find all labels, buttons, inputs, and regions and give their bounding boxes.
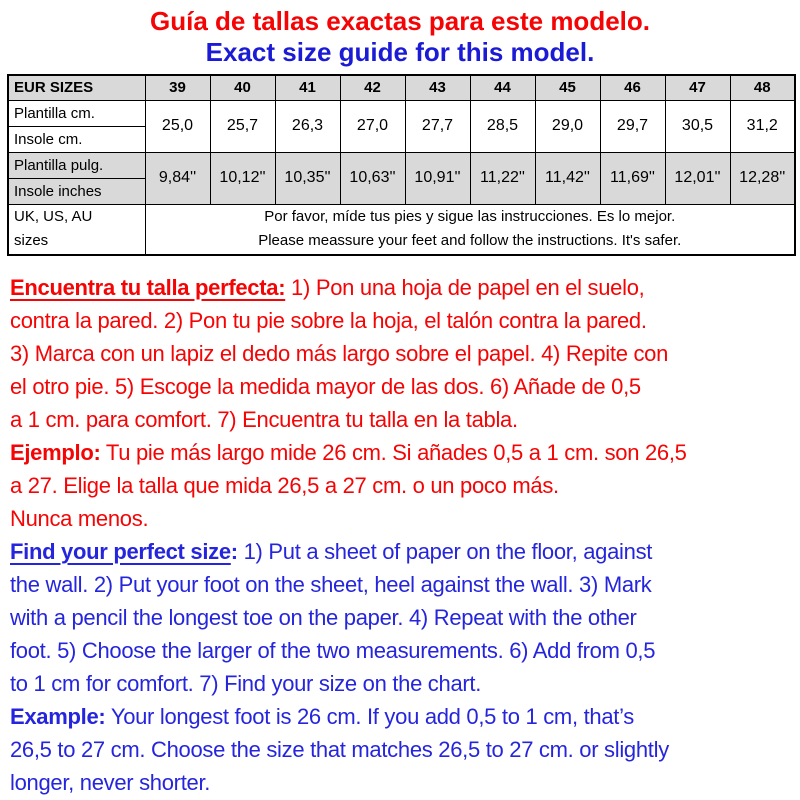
insole-cm-value-cell: 29,0 bbox=[535, 100, 600, 152]
insole-inches-value-cell: 11,22'' bbox=[470, 152, 535, 204]
instruction-text: 26,5 to 27 cm. Choose the size that matches 26,5 to 27 cm. or slightly bbox=[10, 737, 669, 762]
row-label-cell: Plantilla cm. bbox=[8, 100, 145, 126]
insole-inches-value-cell: 10,63'' bbox=[340, 152, 405, 204]
example-label: Example: bbox=[10, 704, 106, 729]
measure-note-cell bbox=[145, 204, 795, 255]
instruction-line bbox=[10, 403, 800, 436]
measure-note-line: Please meassure your feet and follow the instructions. It's safer. bbox=[258, 232, 682, 250]
row-label-cell: Insole inches bbox=[8, 178, 145, 204]
instruction-line bbox=[10, 667, 800, 700]
row-label-cell: Insole cm. bbox=[8, 126, 145, 152]
size-header-cell: 48 bbox=[730, 75, 795, 100]
insole-inches-value-cell: 10,12'' bbox=[210, 152, 275, 204]
instruction-text: el otro pie. 5) Escoge la medida mayor de las dos. 6) Añade de 0,5 bbox=[10, 374, 641, 399]
instruction-line bbox=[10, 733, 800, 766]
insole-cm-value-cell: 25,0 bbox=[145, 100, 210, 152]
note-label-line: sizes bbox=[14, 232, 49, 250]
instruction-line bbox=[10, 370, 800, 403]
size-header-cell: 40 bbox=[210, 75, 275, 100]
insole-inches-value-cell: 9,84'' bbox=[145, 152, 210, 204]
instruction-line bbox=[10, 601, 800, 634]
instruction-text: Nunca menos. bbox=[10, 506, 149, 531]
uk-us-au-row bbox=[8, 204, 795, 255]
instruction-text: the wall. 2) Put your foot on the sheet, heel against the wall. 3) Mark bbox=[10, 572, 652, 597]
insole-cm-value-cell: 31,2 bbox=[730, 100, 795, 152]
size-header-cell: 47 bbox=[665, 75, 730, 100]
instruction-text: to 1 cm for comfort. 7) Find your size on the chart. bbox=[10, 671, 482, 696]
example-label: : bbox=[230, 539, 238, 564]
instruction-text: 3) Marca con un lapiz el dedo más largo sobre el papel. 4) Repite con bbox=[10, 341, 669, 366]
instruction-line bbox=[10, 304, 800, 337]
insole-inches-value-cell: 12,01'' bbox=[665, 152, 730, 204]
measure-note-line: Por favor, míde tus pies y sigue las instrucciones. Es lo mejor. bbox=[264, 208, 676, 226]
header-row bbox=[8, 75, 795, 100]
instruction-text: with a pencil the longest toe on the paper. 4) Repeat with the other bbox=[10, 605, 637, 630]
size-header-cell: 42 bbox=[340, 75, 405, 100]
insole-inches-row-es bbox=[8, 152, 795, 178]
instruction-line bbox=[10, 535, 800, 568]
insole-inches-value-cell: 10,91'' bbox=[405, 152, 470, 204]
size-table bbox=[7, 74, 796, 256]
instruction-text: foot. 5) Choose the larger of the two measurements. 6) Add from 0,5 bbox=[10, 638, 656, 663]
insole-cm-value-cell: 27,0 bbox=[340, 100, 405, 152]
instruction-line bbox=[10, 634, 800, 667]
instruction-line bbox=[10, 766, 800, 799]
instruction-text: 1) Pon una hoja de papel en el suelo, bbox=[285, 275, 645, 300]
instruction-text: a 1 cm. para comfort. 7) Encuentra tu talla en la tabla. bbox=[10, 407, 518, 432]
size-header-cell: 46 bbox=[600, 75, 665, 100]
page-title-spanish: Guía de tallas exactas para este modelo. bbox=[149, 6, 650, 36]
instructions-text-block bbox=[10, 271, 800, 799]
size-header-cell: 43 bbox=[405, 75, 470, 100]
instruction-line bbox=[10, 469, 800, 502]
uk-us-au-label-cell bbox=[8, 204, 145, 255]
section-heading: Find your perfect size bbox=[10, 539, 231, 564]
row-label-cell: Plantilla pulg. bbox=[8, 152, 145, 178]
insole-cm-value-cell: 26,3 bbox=[275, 100, 340, 152]
instruction-text: 1) Put a sheet of paper on the floor, against bbox=[237, 539, 653, 564]
section-heading: Encuentra tu talla perfecta: bbox=[10, 275, 286, 300]
note-label-line: UK, US, AU bbox=[14, 208, 93, 226]
insole-cm-value-cell: 28,5 bbox=[470, 100, 535, 152]
insole-inches-value-cell: 11,69'' bbox=[600, 152, 665, 204]
instruction-line bbox=[10, 436, 800, 469]
instruction-line bbox=[10, 337, 800, 370]
insole-cm-value-cell: 27,7 bbox=[405, 100, 470, 152]
insole-cm-value-cell: 30,5 bbox=[665, 100, 730, 152]
instruction-line bbox=[10, 502, 800, 535]
instruction-line bbox=[10, 568, 800, 601]
size-header-cell: 41 bbox=[275, 75, 340, 100]
insole-inches-value-cell: 11,42'' bbox=[535, 152, 600, 204]
instruction-line bbox=[10, 271, 800, 304]
page-title-english: Exact size guide for this model. bbox=[205, 37, 595, 67]
insole-cm-value-cell: 29,7 bbox=[600, 100, 665, 152]
instruction-text: Tu pie más largo mide 26 cm. Si añades 0,5 a 1 cm. son 26,5 bbox=[100, 440, 687, 465]
instruction-text: contra la pared. 2) Pon tu pie sobre la hoja, el talón contra la pared. bbox=[10, 308, 647, 333]
eur-sizes-header-cell: EUR SIZES bbox=[8, 75, 145, 100]
insole-cm-row-es bbox=[8, 100, 795, 126]
insole-cm-value-cell: 25,7 bbox=[210, 100, 275, 152]
instruction-line bbox=[10, 700, 800, 733]
insole-inches-value-cell: 12,28'' bbox=[730, 152, 795, 204]
instruction-text: a 27. Elige la talla que mida 26,5 a 27 cm. o un poco más. bbox=[10, 473, 559, 498]
size-header-cell: 39 bbox=[145, 75, 210, 100]
size-header-cell: 44 bbox=[470, 75, 535, 100]
example-label: Ejemplo: bbox=[10, 440, 101, 465]
instruction-text: Your longest foot is 26 cm. If you add 0,5 to 1 cm, that’s bbox=[105, 704, 634, 729]
size-header-cell: 45 bbox=[535, 75, 600, 100]
instruction-text: longer, never shorter. bbox=[10, 770, 211, 795]
insole-inches-value-cell: 10,35'' bbox=[275, 152, 340, 204]
